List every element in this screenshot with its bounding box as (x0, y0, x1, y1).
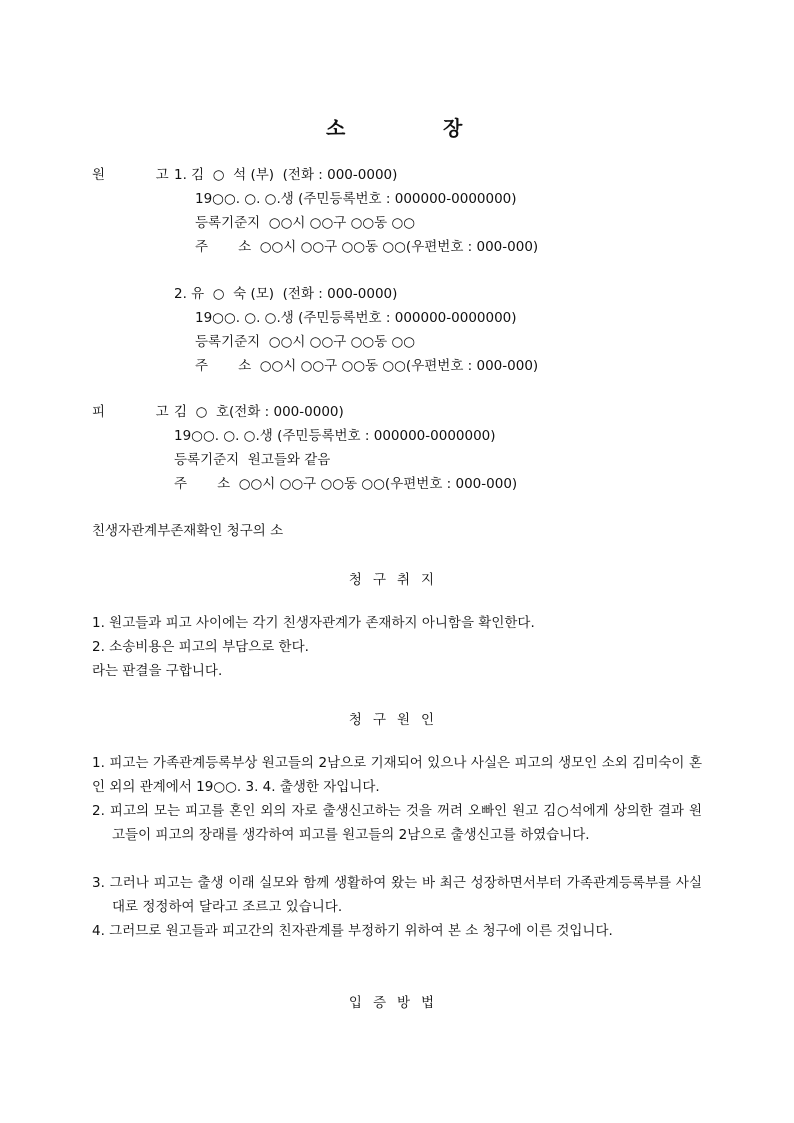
case-name: 친생자관계부존재확인 청구의 소 (92, 523, 284, 539)
title-char-1: 소 (326, 116, 346, 140)
document-title (0, 112, 794, 142)
evidence-heading: 입증방법 (348, 995, 446, 1011)
claim-purpose-item-1: 1. 원고들과 피고 사이에는 각기 친생자관계가 존재하지 아니함을 확인한다. (92, 615, 535, 631)
defendant-label: 피 고 (92, 404, 183, 420)
claim-cause-item-2: 2. 피고의 모는 피고를 혼인 외의 자로 출생신고하는 것을 꺼려 오빠인 원고 김○석에게 상의한 결과 원고들이 피고의 장래를 생각하여 피고를 원고들의 2남으로 출생신고를 하였습니다. (92, 803, 702, 843)
plaintiff-2-birth: 19○○. ○. ○.생 (주민등록번호 : 000000-0000000) (195, 310, 517, 326)
plaintiff-2-registry: 등록기준지 ○○시 ○○구 ○○동 ○○ (195, 334, 416, 350)
title-char-2: 장 (443, 116, 463, 140)
plaintiff-1-registry: 등록기준지 ○○시 ○○구 ○○동 ○○ (195, 215, 416, 231)
plaintiff-1-address: 주 소 ○○시 ○○구 ○○동 ○○(우편번호 : 000-000) (195, 239, 539, 255)
claim-purpose-item-2: 2. 소송비용은 피고의 부담으로 한다. (92, 639, 309, 655)
claim-cause-heading: 청구원인 (348, 712, 446, 728)
defendant-address: 주 소 ○○시 ○○구 ○○동 ○○(우편번호 : 000-000) (174, 476, 518, 492)
plaintiff-label: 원 고 (92, 167, 183, 183)
claim-purpose-heading: 청구취지 (348, 572, 446, 588)
defendant-birth: 19○○. ○. ○.생 (주민등록번호 : 000000-0000000) (174, 428, 496, 444)
claim-purpose-closing: 라는 판결을 구합니다. (92, 663, 223, 679)
plaintiff-2-name: 2. 유 ○ 숙 (모) (전화 : 000-0000) (174, 286, 398, 302)
defendant-name: 김 ○ 호(전화 : 000-0000) (174, 404, 344, 420)
defendant-registry: 등록기준지 원고들와 같음 (174, 452, 331, 468)
claim-cause-item-3: 3. 그러나 피고는 출생 이래 실모와 함께 생활하여 왔는 바 최근 성장하면서부터 가족관계등록부를 사실대로 정정하여 달라고 조르고 있습니다. (92, 875, 702, 915)
claim-cause-item-1: 1. 피고는 가족관계등록부상 원고들의 2남으로 기재되어 있으나 사실은 피고의 생모인 소외 김미숙이 혼인 외의 관계에서 19○○. 3. 4. 출생한 자입니다. (92, 755, 702, 795)
plaintiff-1-birth: 19○○. ○. ○.생 (주민등록번호 : 000000-0000000) (195, 191, 517, 207)
plaintiff-2-address: 주 소 ○○시 ○○구 ○○동 ○○(우편번호 : 000-000) (195, 358, 539, 374)
plaintiff-1-name: 1. 김 ○ 석 (부) (전화 : 000-0000) (174, 167, 398, 183)
claim-cause-item-4: 4. 그러므로 원고들과 피고간의 친자관계를 부정하기 위하여 본 소 청구에 이른 것입니다. (92, 923, 613, 939)
